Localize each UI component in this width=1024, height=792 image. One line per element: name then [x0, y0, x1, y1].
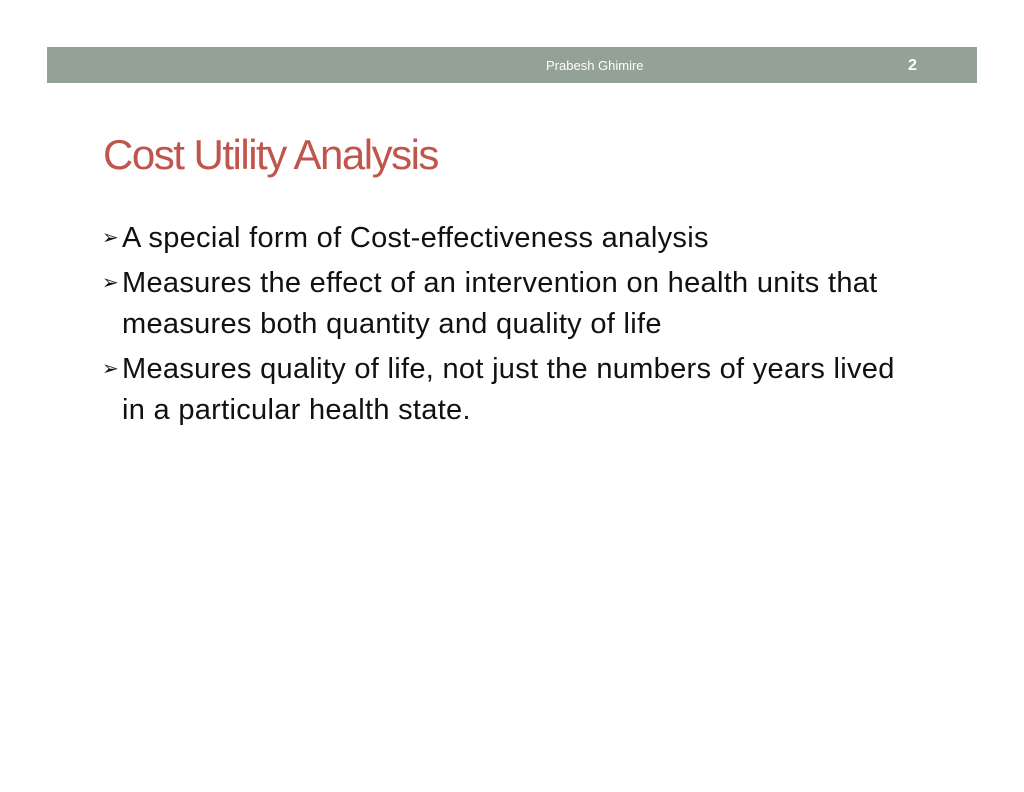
author-name: Prabesh Ghimire	[546, 58, 644, 73]
arrowhead-bullet-icon: ➢	[102, 272, 120, 294]
bullet-item	[103, 218, 903, 259]
bullet-text: A special form of Cost-effectiveness analysis	[122, 222, 709, 254]
arrowhead-bullet-icon: ➢	[102, 358, 120, 380]
bullet-item	[103, 349, 903, 431]
bullet-list	[103, 218, 903, 435]
page-number: 2	[908, 57, 917, 74]
header-band	[47, 47, 977, 83]
slide-title: Cost Utility Analysis	[103, 131, 438, 178]
bullet-text: Measures the effect of an intervention on health units that measures both quantity and quality of life	[122, 267, 878, 340]
bullet-text: Measures quality of life, not just the numbers of years lived in a particular health state.	[122, 353, 895, 426]
bullet-item	[103, 263, 903, 345]
arrowhead-bullet-icon: ➢	[102, 227, 120, 249]
